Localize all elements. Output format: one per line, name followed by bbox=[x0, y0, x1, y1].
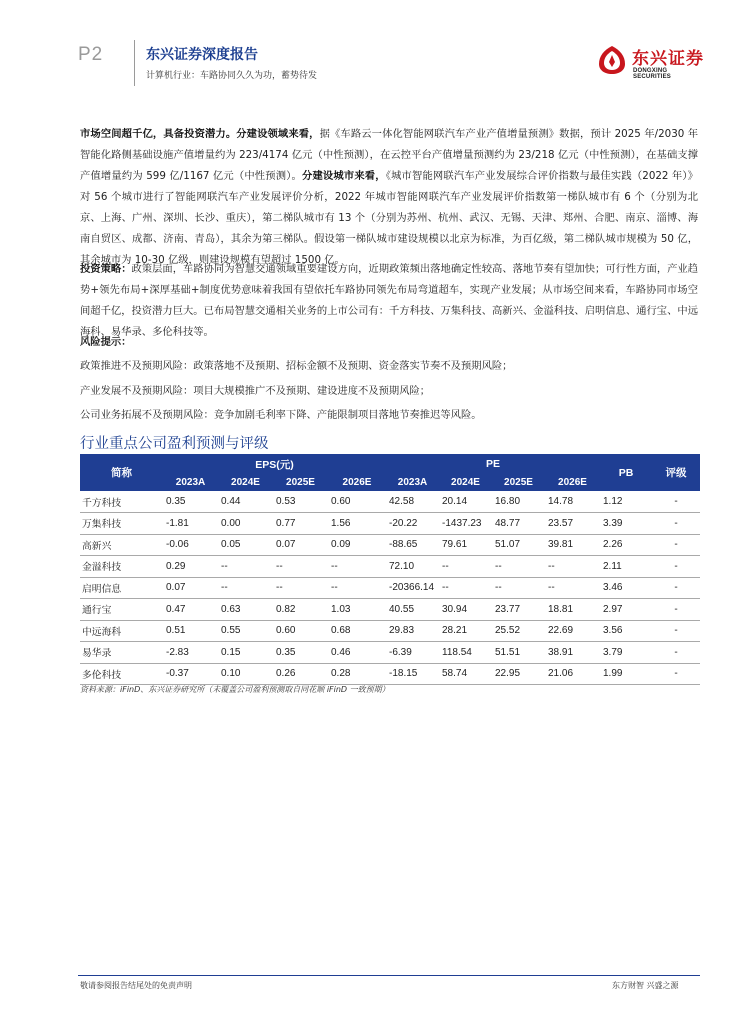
eps-cell: -1.81 bbox=[163, 513, 218, 535]
table-row bbox=[80, 620, 700, 642]
table-row bbox=[80, 599, 700, 621]
eps-cell: 1.56 bbox=[328, 513, 386, 535]
pe-cell: 22.95 bbox=[492, 663, 545, 685]
city-text: 《城市智能网联汽车产业发展综合评价指数与最佳实践（2022 年）》对 56 个城市进行了智能网联汽车产业发展评价分析，2022 年城市智能网联汽车产业发展评价指数第一梯队城市有 6 个（分别为北京、上海、广州、深圳、长沙、重庆），第二梯队城市有 13 个（分别为苏州、杭州、武汉、无锡、天津、郑州、合肥、南京、淄博、海南自贸区、成都、济南、青岛），其余为第三梯队。假设第一梯队城市建设规模以北京为标准，为百亿级，第二梯队城市规模为 50 亿，其余城市为 10-30 亿级，则建设规模有望超过 1500 亿。 bbox=[80, 170, 699, 266]
dongxing-logo-icon bbox=[596, 44, 628, 76]
company-name-cell: 金溢科技 bbox=[80, 556, 163, 578]
eps-cell: 0.82 bbox=[273, 599, 328, 621]
market-space-text: 据《车路云一体化智能网联汽车产业产值增量预测》数据，预计 2025 年/2030 年智能化路侧基础设施产值增量约为 223/4174 亿元（中性预测），在云控平台产值增量预测约为 23/218 亿元（中性预测），在基础支撑产值增量约为 599 亿/1167 亿元（中性预测）。 bbox=[80, 128, 698, 182]
company-name-cell: 高新兴 bbox=[80, 534, 163, 556]
eps-cell: 1.03 bbox=[328, 599, 386, 621]
eps-cell: 0.35 bbox=[163, 491, 218, 513]
pe-cell: 25.52 bbox=[492, 620, 545, 642]
header-divider bbox=[134, 40, 135, 86]
table-row bbox=[80, 642, 700, 664]
eps-cell: -- bbox=[328, 577, 386, 599]
rating-cell: - bbox=[652, 663, 700, 685]
pe-cell: 58.74 bbox=[439, 663, 492, 685]
pe-cell: 79.61 bbox=[439, 534, 492, 556]
eps-cell: 0.10 bbox=[218, 663, 273, 685]
investment-strategy-paragraph bbox=[80, 259, 698, 343]
pb-cell: 3.46 bbox=[600, 577, 652, 599]
eps-cell: 0.60 bbox=[273, 620, 328, 642]
pe-cell: 51.51 bbox=[492, 642, 545, 664]
eps-year-header: 2025E bbox=[273, 474, 328, 491]
eps-cell: 0.29 bbox=[163, 556, 218, 578]
eps-cell: -- bbox=[328, 556, 386, 578]
market-space-lead: 市场空间超千亿，具备投资潜力。分建设领域来看， bbox=[80, 128, 320, 140]
eps-cell: 0.77 bbox=[273, 513, 328, 535]
pe-cell: 21.06 bbox=[545, 663, 600, 685]
eps-year-header: 2024E bbox=[218, 474, 273, 491]
pe-cell: 28.21 bbox=[439, 620, 492, 642]
rating-cell: - bbox=[652, 556, 700, 578]
table-title: 行业重点公司盈利预测与评级 bbox=[80, 436, 269, 452]
pe-cell: 118.54 bbox=[439, 642, 492, 664]
rating-cell: - bbox=[652, 491, 700, 513]
pb-cell: 2.97 bbox=[600, 599, 652, 621]
table-row bbox=[80, 663, 700, 685]
company-name-cell: 中远海科 bbox=[80, 620, 163, 642]
eps-cell: 0.46 bbox=[328, 642, 386, 664]
eps-cell: 0.00 bbox=[218, 513, 273, 535]
strategy-lead: 投资策略： bbox=[80, 263, 132, 275]
company-name-cell: 通行宝 bbox=[80, 599, 163, 621]
eps-cell: 0.55 bbox=[218, 620, 273, 642]
pe-cell: -- bbox=[492, 556, 545, 578]
company-name-cell: 启明信息 bbox=[80, 577, 163, 599]
risk-title: 风险提示： bbox=[80, 336, 132, 348]
eps-cell: 0.15 bbox=[218, 642, 273, 664]
strategy-text: 政策层面，车路协同为智慧交通领域重要建设方向，近期政策频出落地确定性较高、落地节奏有望加快；可行性方面，产业趋势+领先布局+深厚基础+制度优势意味着我国有望依托车路协同领先布局弯道超车，实现产业发展；从市场空间来看，车路协同市场空间超千亿，投资潜力巨大。已布局智慧交通相关业务的上市公司有：千方科技、万集科技、高新兴、金溢科技、启明信息、通行宝、中远海科、易华录、多伦科技等。 bbox=[80, 263, 699, 338]
report-subtitle: 计算机行业：车路协同久久为功，蓄势待发 bbox=[146, 71, 318, 81]
eps-cell: 0.28 bbox=[328, 663, 386, 685]
eps-cell: -0.06 bbox=[163, 534, 218, 556]
eps-cell: -- bbox=[273, 556, 328, 578]
pe-cell: 72.10 bbox=[386, 556, 439, 578]
footer-divider bbox=[78, 975, 700, 976]
pe-year-header: 2026E bbox=[545, 474, 600, 491]
risk-item-policy: 政策推进不及预期风险：政策落地不及预期、招标金额不及预期、资金落实节奏不及预期风险； bbox=[80, 360, 513, 372]
rating-cell: - bbox=[652, 620, 700, 642]
company-name-cell: 多伦科技 bbox=[80, 663, 163, 685]
pe-cell: 23.77 bbox=[492, 599, 545, 621]
footer-slogan: 东方财智 兴盛之源 bbox=[612, 981, 679, 990]
table-row bbox=[80, 534, 700, 556]
company-name-cell: 易华录 bbox=[80, 642, 163, 664]
eps-cell: -- bbox=[218, 556, 273, 578]
pe-cell: 29.83 bbox=[386, 620, 439, 642]
rating-cell: - bbox=[652, 642, 700, 664]
pb-cell: 3.79 bbox=[600, 642, 652, 664]
eps-cell: 0.51 bbox=[163, 620, 218, 642]
pe-cell: -88.65 bbox=[386, 534, 439, 556]
pe-cell: 14.78 bbox=[545, 491, 600, 513]
rating-cell: - bbox=[652, 577, 700, 599]
pe-cell: 30.94 bbox=[439, 599, 492, 621]
pe-cell: 18.81 bbox=[545, 599, 600, 621]
eps-cell: 0.68 bbox=[328, 620, 386, 642]
eps-year-header: 2023A bbox=[163, 474, 218, 491]
table-row bbox=[80, 556, 700, 578]
pe-cell: -- bbox=[492, 577, 545, 599]
table-source-note: 资料来源：iFinD、东兴证券研究所（未覆盖公司盈利预测取自同花顺 iFinD 一致预期） bbox=[80, 685, 390, 694]
eps-cell: 0.35 bbox=[273, 642, 328, 664]
pe-cell: -- bbox=[545, 577, 600, 599]
pe-cell: 42.58 bbox=[386, 491, 439, 513]
eps-cell: -2.83 bbox=[163, 642, 218, 664]
eps-cell: -- bbox=[218, 577, 273, 599]
col-header-pb: PB bbox=[600, 454, 652, 491]
pe-cell: -- bbox=[545, 556, 600, 578]
risk-item-industry: 产业发展不及预期风险：项目大规模推广不及预期、建设进度不及预期风险； bbox=[80, 385, 431, 397]
eps-cell: 0.44 bbox=[218, 491, 273, 513]
pb-cell: 3.39 bbox=[600, 513, 652, 535]
city-lead: 分建设城市来看， bbox=[302, 170, 386, 182]
pb-cell: 2.11 bbox=[600, 556, 652, 578]
pe-cell: -6.39 bbox=[386, 642, 439, 664]
pe-cell: -20.22 bbox=[386, 513, 439, 535]
eps-cell: -0.37 bbox=[163, 663, 218, 685]
pe-cell: 22.69 bbox=[545, 620, 600, 642]
page-number: P2 bbox=[78, 44, 104, 65]
pe-cell: -- bbox=[439, 577, 492, 599]
eps-cell: 0.60 bbox=[328, 491, 386, 513]
table-row bbox=[80, 491, 700, 513]
eps-cell: 0.26 bbox=[273, 663, 328, 685]
eps-cell: 0.09 bbox=[328, 534, 386, 556]
logo-chinese-text: 东兴证券 bbox=[632, 49, 704, 69]
pe-cell: -20366.14 bbox=[386, 577, 439, 599]
pe-cell: -1437.23 bbox=[439, 513, 492, 535]
col-header-name: 简称 bbox=[80, 454, 163, 491]
report-title: 东兴证券深度报告 bbox=[146, 47, 258, 63]
pe-cell: 48.77 bbox=[492, 513, 545, 535]
pb-cell: 3.56 bbox=[600, 620, 652, 642]
table-row bbox=[80, 513, 700, 535]
eps-cell: 0.53 bbox=[273, 491, 328, 513]
pb-cell: 2.26 bbox=[600, 534, 652, 556]
col-header-pe: PE bbox=[386, 454, 600, 474]
eps-cell: 0.05 bbox=[218, 534, 273, 556]
rating-cell: - bbox=[652, 599, 700, 621]
rating-cell: - bbox=[652, 534, 700, 556]
company-logo bbox=[596, 42, 706, 82]
pe-cell: -18.15 bbox=[386, 663, 439, 685]
pe-cell: 51.07 bbox=[492, 534, 545, 556]
company-name-cell: 千方科技 bbox=[80, 491, 163, 513]
pe-year-header: 2024E bbox=[439, 474, 492, 491]
col-header-rating: 评级 bbox=[652, 454, 700, 491]
col-header-eps: EPS(元) bbox=[163, 454, 386, 474]
pe-cell: 40.55 bbox=[386, 599, 439, 621]
pe-cell: 20.14 bbox=[439, 491, 492, 513]
eps-cell: 0.63 bbox=[218, 599, 273, 621]
company-name-cell: 万集科技 bbox=[80, 513, 163, 535]
pb-cell: 1.12 bbox=[600, 491, 652, 513]
forecast-table bbox=[80, 454, 700, 685]
footer-disclaimer: 敬请参阅报告结尾处的免责声明 bbox=[80, 981, 192, 990]
pe-cell: -- bbox=[439, 556, 492, 578]
logo-english-text: DONGXING SECURITIES bbox=[633, 68, 672, 80]
eps-cell: 0.07 bbox=[273, 534, 328, 556]
risk-item-business: 公司业务拓展不及预期风险：竞争加剧毛利率下降、产能限制项目落地节奏推迟等风险。 bbox=[80, 409, 482, 421]
pe-year-header: 2025E bbox=[492, 474, 545, 491]
pe-cell: 16.80 bbox=[492, 491, 545, 513]
eps-cell: 0.47 bbox=[163, 599, 218, 621]
rating-cell: - bbox=[652, 513, 700, 535]
pb-cell: 1.99 bbox=[600, 663, 652, 685]
eps-cell: 0.07 bbox=[163, 577, 218, 599]
pe-cell: 23.57 bbox=[545, 513, 600, 535]
market-space-paragraph bbox=[80, 124, 698, 271]
eps-year-header: 2026E bbox=[328, 474, 386, 491]
pe-cell: 38.91 bbox=[545, 642, 600, 664]
eps-cell: -- bbox=[273, 577, 328, 599]
table-row bbox=[80, 577, 700, 599]
pe-cell: 39.81 bbox=[545, 534, 600, 556]
pe-year-header: 2023A bbox=[386, 474, 439, 491]
